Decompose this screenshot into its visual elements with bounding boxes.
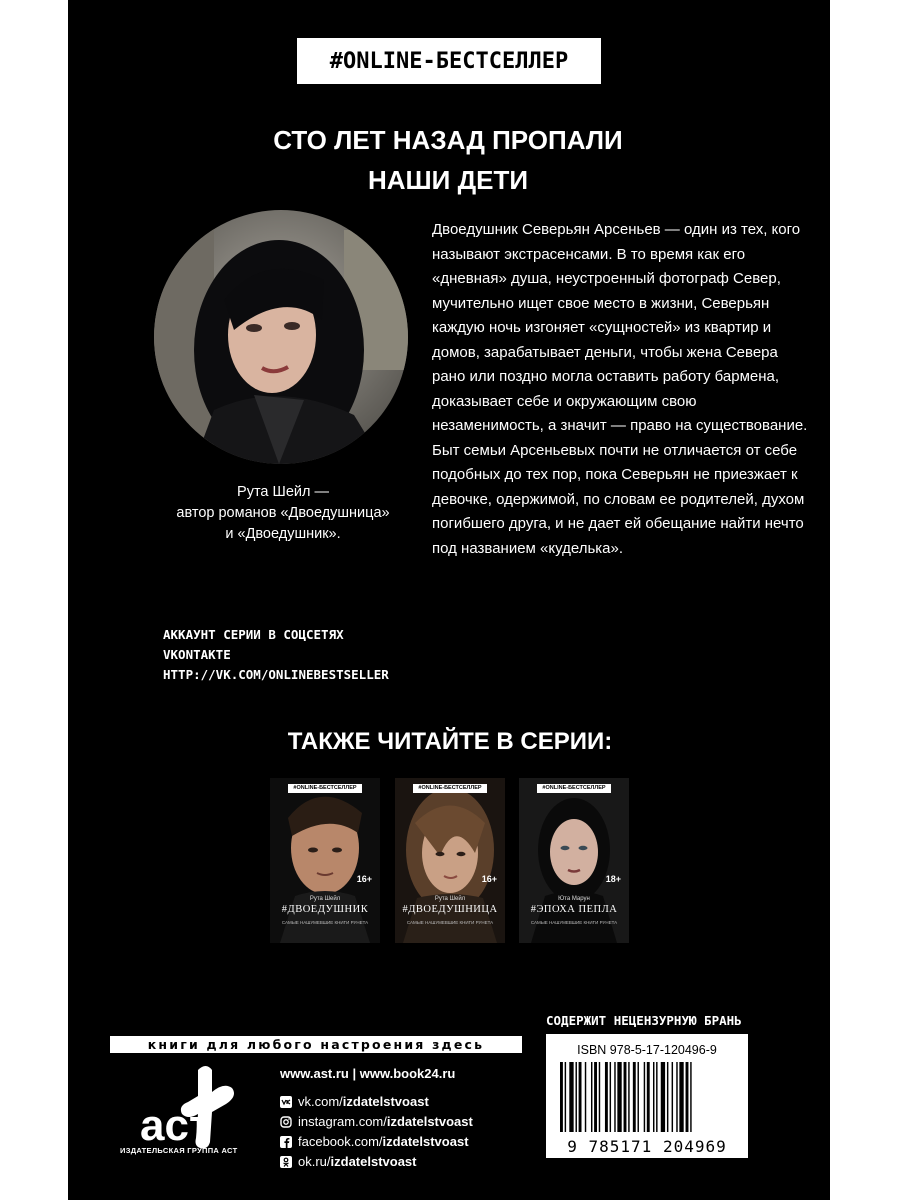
book-title: #ДВОЕДУШНИЦА (402, 904, 498, 915)
series-badge: #ONLINE-БЕСТСЕЛЛЕР (297, 38, 601, 84)
social-url[interactable]: HTTP://VK.COM/ONLINEBESTSELLER (163, 667, 389, 682)
book-cover-dvoedushnitsa[interactable] (395, 778, 505, 943)
websites[interactable]: www.ast.ru | www.book24.ru (280, 1066, 456, 1081)
ok-handle: izdatelstvoast (330, 1154, 417, 1169)
author-photo (154, 210, 408, 464)
book-title: #ЭПОХА ПЕПЛА (530, 904, 618, 915)
isbn-text: ISBN 978-5-17-120496-9 (577, 1043, 717, 1057)
caption-line-3: и «Двоедушник». (225, 526, 341, 542)
headline-line-1: СТО ЛЕТ НАЗАД ПРОПАЛИ (273, 125, 623, 155)
social-links (280, 1092, 473, 1172)
book-age-rating: 16+ (481, 874, 497, 884)
back-cover (68, 0, 830, 1200)
barcode (560, 1062, 736, 1132)
book-series-label: #ONLINE-БЕСТСЕЛЛЕР (537, 784, 611, 793)
author-caption (138, 482, 428, 545)
social-heading: АККАУНТ СЕРИИ В СОЦСЕТЯХ (163, 627, 344, 642)
ok-prefix: ok.ru/ (298, 1154, 331, 1169)
book-cover-epokha-pepla[interactable] (519, 778, 629, 943)
facebook-prefix: facebook.com/ (298, 1134, 383, 1149)
book-description: Двоедушник Северьян Арсеньев — один из тех, кого называют экстрасенсами. В то время как его «дневная» душа, неустроенный фотограф Север, мучительно ищет свое место в жизни, Северьян каждую ночь изгоняет «сущностей» из квартир и домов, зарабатывает деньги, чтобы жена Севера рано или поздно могла оставить работу бармена, доказывает себе и окружающим свою незаменимость, а значит — право на существование. Быт семьи Арсеньевых почти не отличается от себе подобных до тех пор, пока Северьян не приезжает к девочке, одержимой, по словам ее родителей, духом погибшего друга, и не дает ей обещание найти нечто под названием «куделька». (432, 221, 808, 557)
book-subtitle: САМЫЕ НАШУМЕВШИЕ КНИГИ РУНЕТА (281, 920, 369, 925)
social-link-ok[interactable] (280, 1152, 473, 1172)
book-subtitle: САМЫЕ НАШУМЕВШИЕ КНИГИ РУНЕТА (406, 920, 494, 925)
book-series-label: #ONLINE-БЕСТСЕЛЛЕР (413, 784, 487, 793)
instagram-handle: izdatelstvoast (386, 1114, 473, 1129)
tagline-strip: книги для любого настроения здесь (110, 1036, 522, 1053)
book-series-label: #ONLINE-БЕСТСЕЛЛЕР (288, 784, 362, 793)
isbn-barcode-block (546, 1034, 748, 1158)
facebook-icon (280, 1136, 292, 1148)
odnoklassniki-icon (280, 1156, 292, 1168)
book-age-rating: 16+ (356, 874, 372, 884)
book-title: #ДВОЕДУШНИК (281, 904, 369, 915)
facebook-handle: izdatelstvoast (382, 1134, 469, 1149)
barcode-number: 9 785171 204969 (567, 1137, 727, 1156)
social-network: VKONTAKTE (163, 647, 231, 662)
caption-line-2: автор романов «Двоедушница» (176, 505, 390, 521)
vk-icon (280, 1096, 292, 1108)
book-author: Рута Шейл (434, 896, 466, 902)
book-subtitle: САМЫЕ НАШУМЕВШИЕ КНИГИ РУНЕТА (530, 920, 618, 925)
instagram-prefix: instagram.com/ (298, 1114, 387, 1129)
logo-text: аст (140, 1101, 211, 1150)
social-link-instagram[interactable] (280, 1112, 473, 1132)
content-warning: СОДЕРЖИТ НЕЦЕНЗУРНУЮ БРАНЬ (546, 1013, 742, 1028)
publisher-name: ИЗДАТЕЛЬСКАЯ ГРУППА АСТ (120, 1146, 238, 1155)
social-link-facebook[interactable] (280, 1132, 473, 1152)
book-author: Рута Шейл (309, 896, 341, 902)
headline (218, 120, 678, 200)
book-author: Юта Марун (558, 896, 590, 902)
vk-prefix: vk.com/ (298, 1094, 343, 1109)
book-age-rating: 18+ (605, 874, 621, 884)
social-link-vk[interactable] (280, 1092, 473, 1112)
caption-line-1: Рута Шейл — (237, 484, 329, 500)
instagram-icon (280, 1116, 292, 1128)
book-cover-dvoedushnik[interactable] (270, 778, 380, 943)
headline-line-2: НАШИ ДЕТИ (367, 165, 529, 195)
vk-handle: izdatelstvoast (342, 1094, 429, 1109)
also-read-heading: ТАКЖЕ ЧИТАЙТЕ В СЕРИИ: (287, 728, 613, 755)
series-social-account (163, 625, 389, 685)
